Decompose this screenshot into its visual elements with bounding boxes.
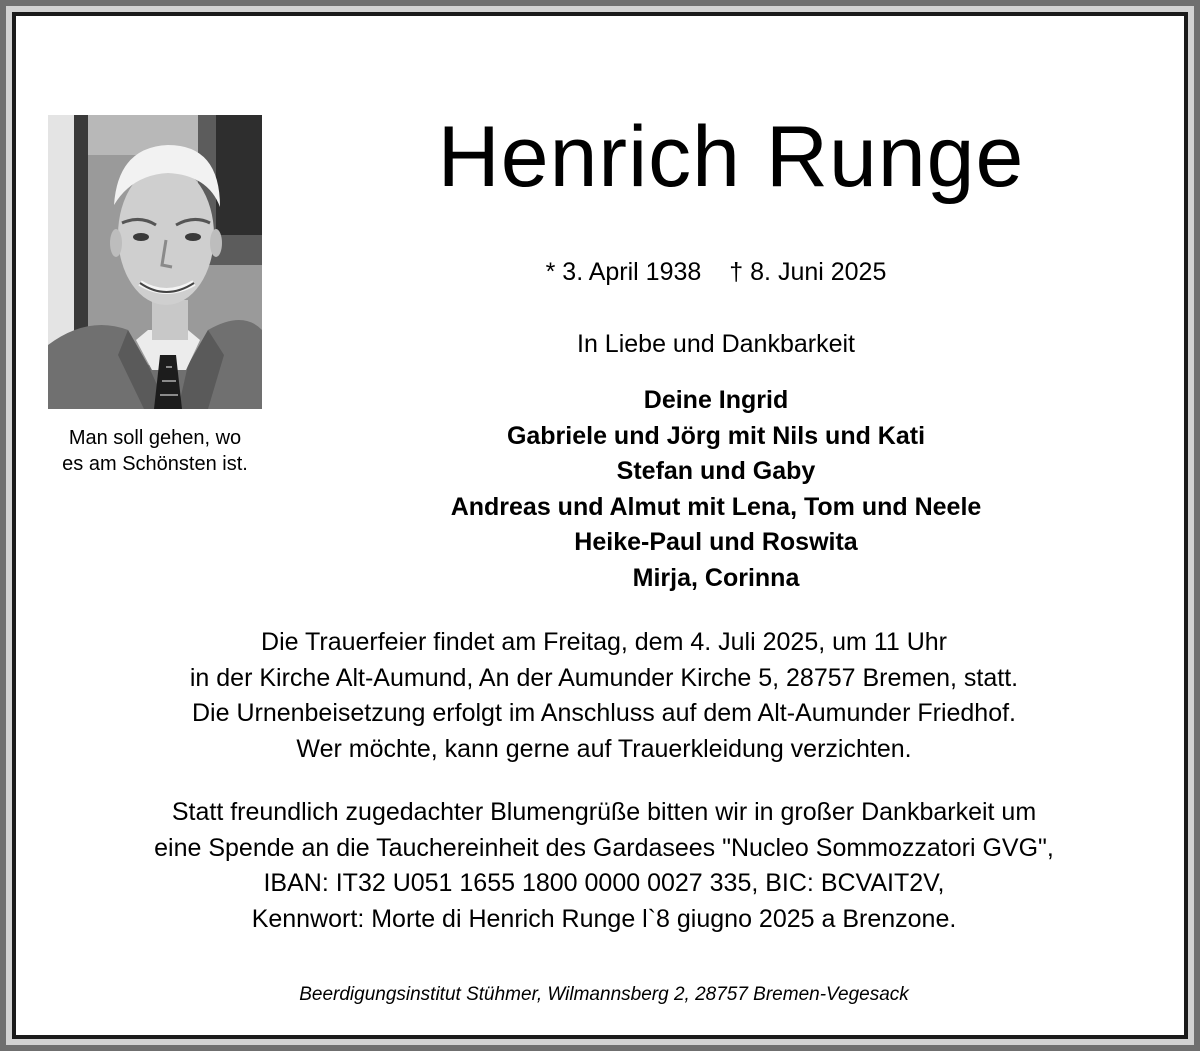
ceremony-details <box>16 625 1192 767</box>
caption-line: Man soll gehen, wo <box>68 427 242 449</box>
ceremony-line: Wer möchte, kann gerne auf Trauerkleidung verzichten. <box>296 734 912 763</box>
family-line: Heike-Paul und Roswita <box>574 528 858 556</box>
family-line: Stefan und Gaby <box>616 457 816 485</box>
portrait-caption <box>32 425 278 477</box>
family-list <box>266 383 1166 596</box>
portrait-photo <box>48 115 262 409</box>
obituary-notice <box>12 12 1188 1039</box>
notice-border-band <box>6 6 1194 1045</box>
donation-line: IBAN: IT32 U051 1655 1800 0000 0027 335, BIC: BCVAIT2V, <box>263 869 945 897</box>
donation-line: eine Spende an die Tauchereinheit des Gardasees "Nucleo Sommozzatori GVG", <box>154 833 1054 862</box>
life-dates <box>316 256 1116 288</box>
funeral-home-footer: Beerdigungsinstitut Stühmer, Wilmannsberg 2, 28757 Bremen-Vegesack <box>299 984 909 1005</box>
caption-line: es am Schönsten ist. <box>62 453 248 475</box>
birth-date: * 3. April 1938 <box>545 258 702 286</box>
donation-request <box>16 795 1192 937</box>
deceased-name: Henrich Runge <box>437 109 1025 205</box>
donation-line: Statt freundlich zugedachter Blumengrüße bitten wir in großer Dankbarkeit um <box>171 798 1037 826</box>
ceremony-line: Die Trauerfeier findet am Freitag, dem 4. Juli 2025, um 11 Uhr <box>261 628 947 656</box>
family-line: Deine Ingrid <box>643 386 789 414</box>
ceremony-line: in der Kirche Alt-Aumund, An der Aumunder Kirche 5, 28757 Bremen, statt. <box>189 663 1019 692</box>
family-line: Andreas und Almut mit Lena, Tom und Neele <box>450 492 982 521</box>
family-line: Mirja, Corinna <box>632 563 800 592</box>
dedication-line: In Liebe und Dankbarkeit <box>577 330 855 358</box>
family-line: Gabriele und Jörg mit Nils und Kati <box>506 421 926 450</box>
ceremony-line: Die Urnenbeisetzung erfolgt im Anschluss auf dem Alt-Aumunder Friedhof. <box>191 699 1017 727</box>
donation-line: Kennwort: Morte di Henrich Runge l`8 giugno 2025 a Brenzone. <box>251 904 957 933</box>
death-date: † 8. Juni 2025 <box>729 258 887 286</box>
